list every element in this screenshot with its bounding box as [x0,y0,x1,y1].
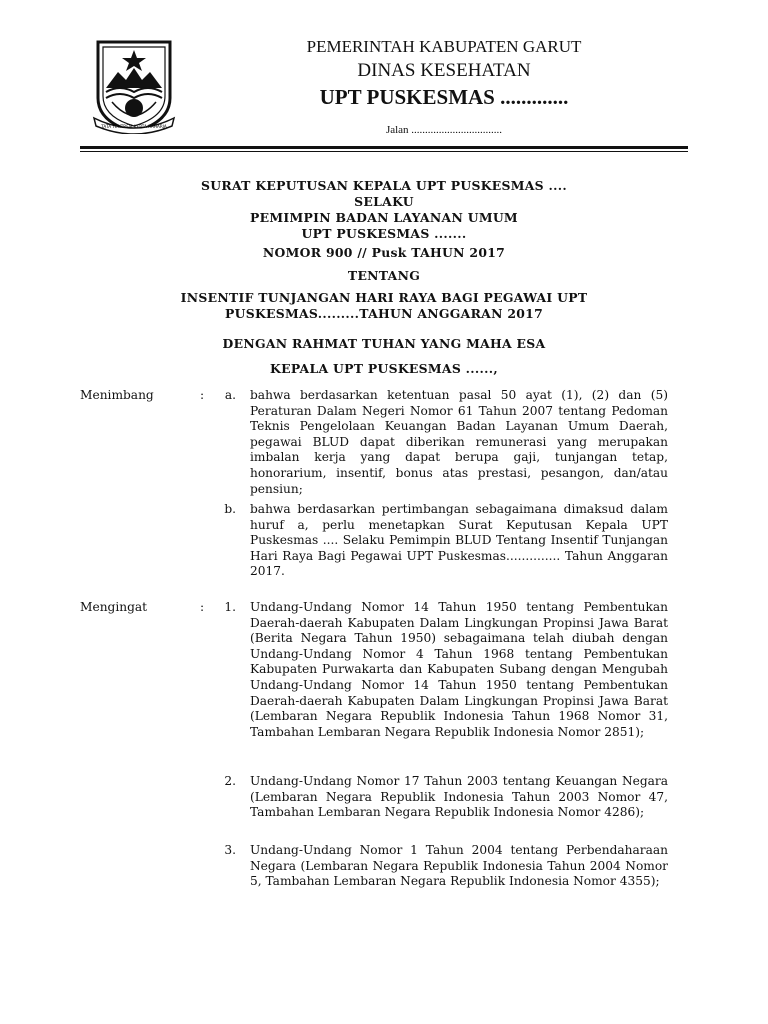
mengingat-3-text: Undang-Undang Nomor 1 Tahun 2004 tentang Perbendaharaan Negara (Lembaran Negara Republik Indonesia Tahun 2004 Nomor 5, Tambahan Lembaran Negara Republik Indonesia Nomor 4355); [250,843,668,889]
decree-title [80,178,688,242]
menimbang-a-text: bahwa berdasarkan ketentuan pasal 50 ayat (1), (2) dan (5) Peraturan Dalam Negeri Nomor 61 Tahun 2007 tentang Pedoman Teknis Pengelolaan Keuangan Badan Layanan Umum Daerah, pegawai BLUD dapat diberikan remunerasi yang merupakan imbalan kerja yang dapat berupa gaji, tunjangan tetap, honorarium, insentif, bonus atas prestasi, pesangon, dan/atau pensiun; [250,388,668,496]
mengingat-colon: : [200,600,205,614]
decree-title-line4: UPT PUSKESMAS ....... [301,226,467,241]
decree-subject [80,290,688,322]
letterhead-unit: UPT PUSKESMAS ............. [319,85,569,109]
decree-invocation: DENGAN RAHMAT TUHAN YANG MAHA ESA [222,336,546,351]
decree-subject-line2: PUSKESMAS.........TAHUN ANGGARAN 2017 [224,306,544,321]
mengingat-2-mark: 2. [224,774,236,788]
mengingat-1-text: Undang-Undang Nomor 14 Tahun 1950 tentang Pembentukan Daerah-daerah Kabupaten Dalam Lingkungan Propinsi Jawa Barat (Berita Negara Tahun 1950) sebagaimana telah diubah dengan Undang-Undang Nomor 4 Tahun 1968 tentang Pembentukan Kabupaten Purwakarta dan Kabupaten Subang dengan Mengubah Undang-Undang Nomor 14 Tahun 1950 tentang Pembentukan Daerah-daerah Kabupaten Dalam Lingkungan Propinsi Jawa Barat (Lembaran Negara Republik Indonesia Tahun 1968 Nomor 31, Tambahan Lembaran Negara Republik Indonesia Nomor 2851); [250,600,668,739]
letterhead [200,36,688,136]
decree-issuer: KEPALA UPT PUSKESMAS ......, [270,361,498,376]
menimbang-a-mark: a. [224,388,236,402]
decree-number-prefix: NOMOR 900 / [262,245,363,260]
decree-title-line3: PEMIMPIN BADAN LAYANAN UMUM [250,210,518,225]
mengingat-1-mark: 1. [224,600,236,614]
letterhead-divider-thin [80,151,688,152]
mengingat-label: Mengingat [80,600,148,614]
letterhead-government: PEMERINTAH KABUPATEN GARUT [306,37,582,56]
mengingat-3-mark: 3. [224,843,236,857]
menimbang-colon: : [200,388,205,402]
decree-number-suffix: / Pusk TAHUN 2017 [362,245,506,260]
decree-number [80,245,688,261]
decree-tentang: TENTANG [347,268,421,283]
letterhead-divider-thick [80,146,688,149]
mengingat-2-text: Undang-Undang Nomor 17 Tahun 2003 tentang Keuangan Negara (Lembaran Negara Republik Indonesia Tahun 2003 Nomor 47, Tambahan Lembaran Negara Republik Indonesia Nomor 4286); [250,774,668,820]
letterhead-agency: DINAS KESEHATAN [357,60,531,81]
logo-motto: TATA TENTREM KERTA RAHARJA [101,124,167,129]
menimbang-b-mark: b. [224,502,236,516]
garut-regency-emblem-icon [92,38,176,134]
menimbang-label: Menimbang [80,388,154,402]
menimbang-b-text: bahwa berdasarkan pertimbangan sebagaimana dimaksud dalam huruf a, perlu menetapkan Surat Keputusan Kepala UPT Puskesmas .... Selaku Pemimpin BLUD Tentang Insentif Tunjangan Hari Raya Bagi Pegawai UPT Puskesmas.............. Tahun Anggaran 2017. [250,502,668,579]
decree-title-line2: SELAKU [354,194,414,209]
letterhead-address: Jalan ................................. [385,124,503,136]
decree-title-line1: SURAT KEPUTUSAN KEPALA UPT PUSKESMAS .... [201,178,567,193]
decree-subject-line1: INSENTIF TUNJANGAN HARI RAYA BAGI PEGAWAI UPT [180,290,588,305]
